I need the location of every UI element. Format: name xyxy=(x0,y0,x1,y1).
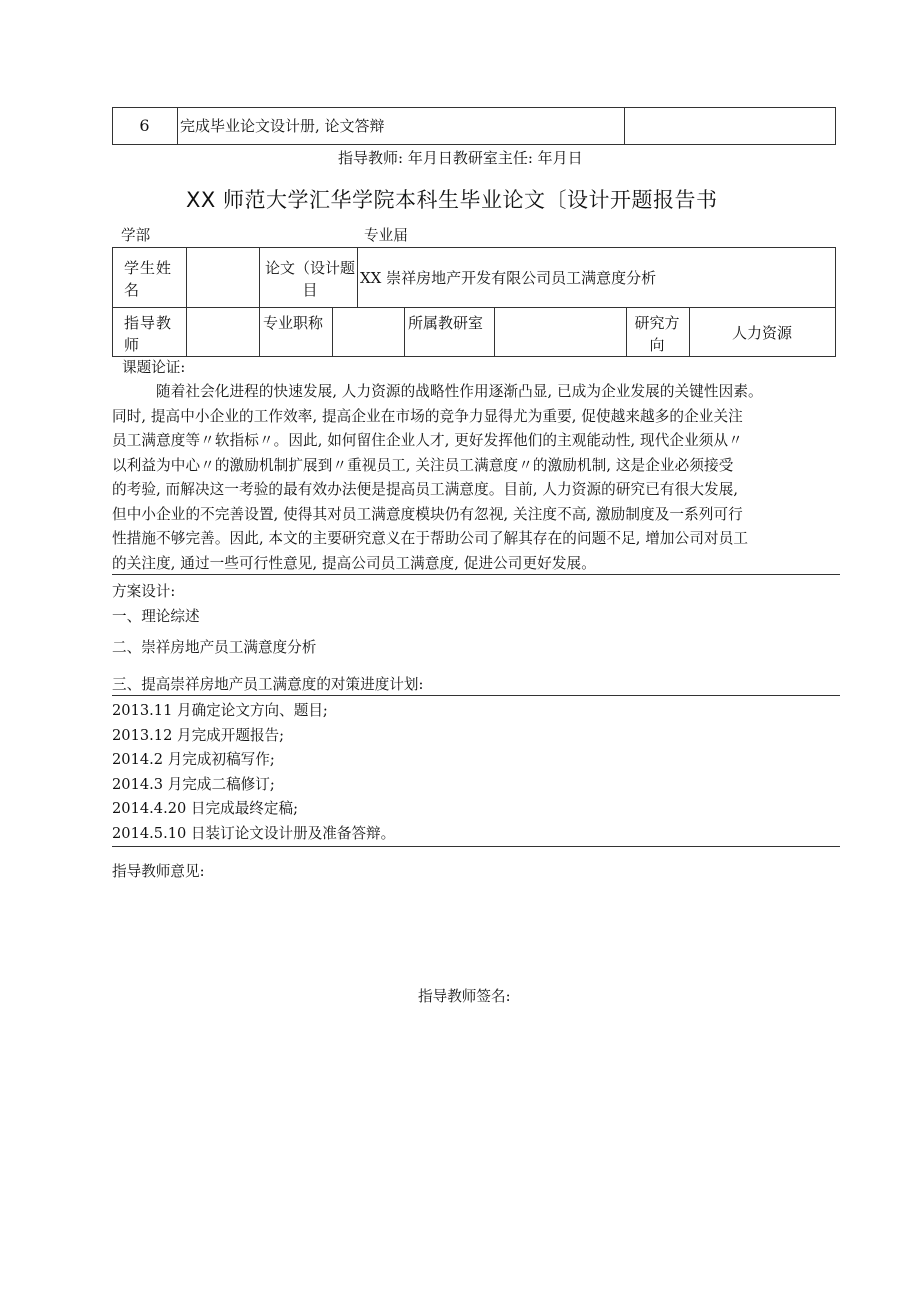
thesis-title-label: 论文（设计题目 xyxy=(265,259,356,299)
research-direction-label: 研究方向 xyxy=(634,314,680,354)
schedule-item: 2013.12 月完成开题报告; xyxy=(112,726,285,744)
page-title: XX 师范大学汇华学院本科生毕业论文〔设计开题报告书 xyxy=(186,188,718,212)
argument-line: 随着社会化进程的快速发展, 人力资源的战略性作用逐渐凸显, 已成为企业发展的关键性因素。 xyxy=(156,383,763,400)
advisor-opinion-label: 指导教师意见: xyxy=(112,863,205,880)
schedule-list xyxy=(112,699,395,846)
divider xyxy=(112,695,840,696)
argument-line: 性措施不够完善。因此, 本文的主要研究意义在于帮助公司了解其存在的问题不足, 增加公司对员工 xyxy=(112,530,749,547)
argument-line: 但中小企业的不完善设置, 使得其对员工满意度模块仍有忽视, 关注度不高, 激励制度及一系列可行 xyxy=(112,505,743,523)
schedule-item: 2014.3 月完成二稿修订; xyxy=(112,775,275,793)
plan-label: 方案设计: xyxy=(112,583,176,600)
argument-line: 同时, 提高中小企业的工作效率, 提高企业在市场的竞争力显得尤为重要, 促使越来越多的企业关注 xyxy=(112,407,743,425)
advisor-signature-label: 指导教师签名: xyxy=(418,988,511,1005)
task-number: 6 xyxy=(139,116,150,135)
argument-label: 课题论证: xyxy=(122,359,186,376)
thesis-title-value: XX 崇祥房地产开发有限公司员工满意度分析 xyxy=(360,269,657,287)
department-label: 学部 xyxy=(121,227,151,244)
divider xyxy=(112,574,840,575)
argument-line: 的关注度, 通过一些可行性意见, 提高公司员工满意度, 促进公司更好发展。 xyxy=(112,554,596,572)
schedule-item: 2014.2 月完成初稿写作; xyxy=(112,751,275,768)
research-direction-value: 人力资源 xyxy=(731,324,792,342)
professional-title-label: 专业职称 xyxy=(263,314,324,332)
schedule-item: 2014.4.20 日完成最终定稿; xyxy=(112,800,298,817)
advisor-label: 指导教师 xyxy=(124,314,173,354)
schedule-item: 2013.11 月确定论文方向、题目; xyxy=(112,702,328,719)
divider xyxy=(112,846,840,847)
argument-line: 的考验, 而解决这一考验的最有效办法便是提高员工满意度。目前, 人力资源的研究已有很大发展, xyxy=(112,481,739,498)
plan-item: 二、崇祥房地产员工满意度分析 xyxy=(112,639,317,656)
argument-paragraph xyxy=(112,380,842,576)
plan-item: 一、理论综述 xyxy=(112,608,200,625)
major-label: 专业届 xyxy=(364,227,408,244)
teaching-office-label: 所属教研室 xyxy=(408,314,484,332)
argument-line: 员工满意度等〃软指标〃。因此, 如何留住企业人才, 更好发挥他们的主观能动性, 现代企业须从〃 xyxy=(112,432,743,449)
plan-item: 三、提高崇祥房地产员工满意度的对策进度计划: xyxy=(112,676,424,693)
student-name-label: 学生姓名 xyxy=(124,259,173,299)
argument-line: 以利益为中心〃的激励机制扩展到〃重视员工, 关注员工满意度〃的激励机制, 这是企业必须接受 xyxy=(112,456,734,474)
signature-line: 指导教师: 年月日教研室主任: 年月日 xyxy=(338,149,583,167)
schedule-item: 2014.5.10 日装订论文设计册及准备答辩。 xyxy=(112,824,396,842)
task-description: 完成毕业论文设计册, 论文答辩 xyxy=(180,117,385,135)
